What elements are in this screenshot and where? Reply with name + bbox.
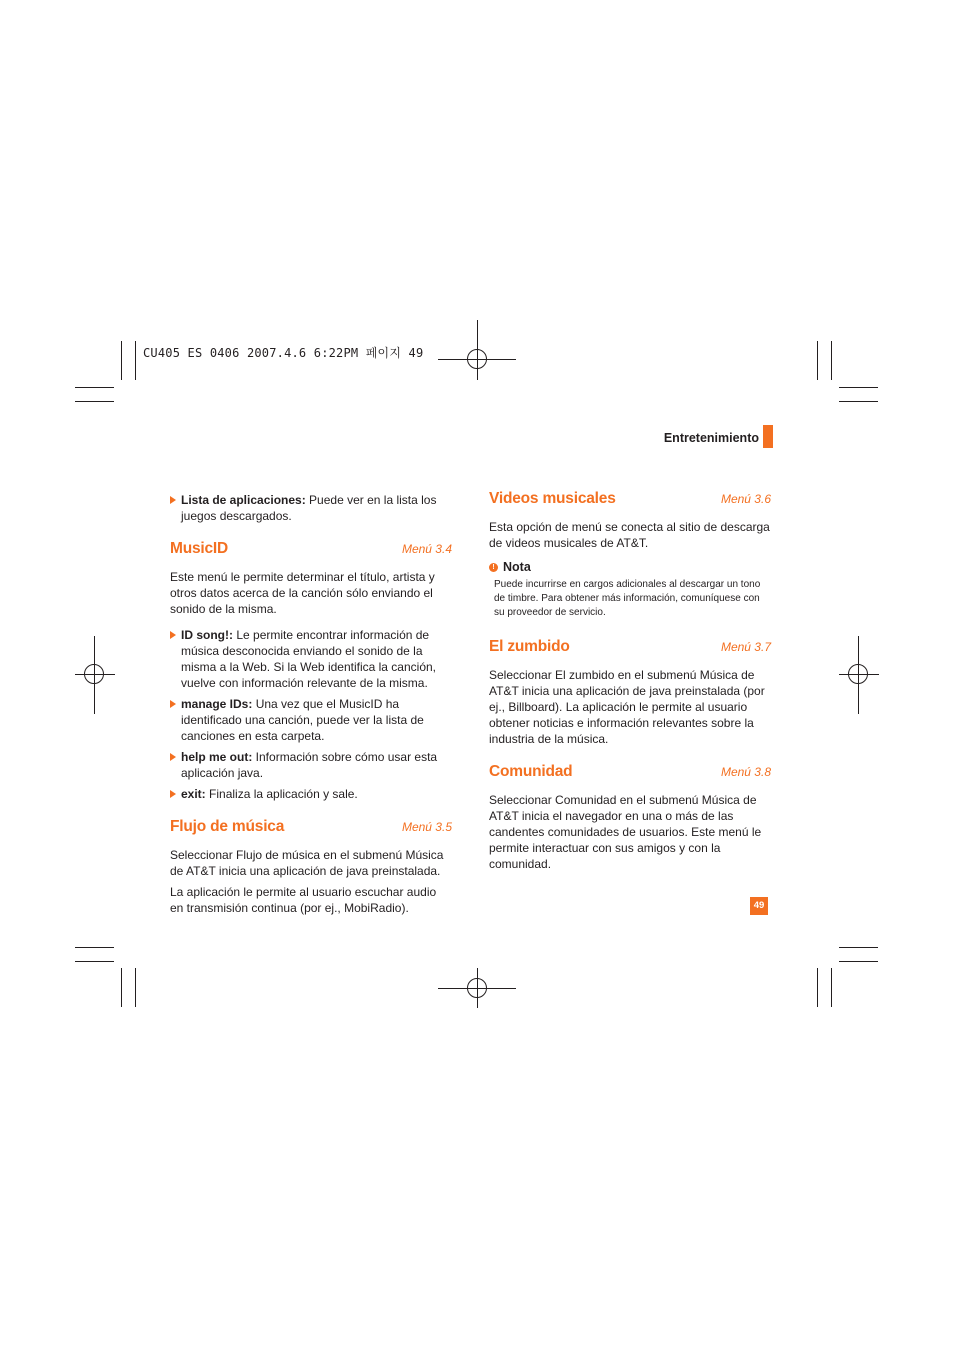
- bullet-term: exit:: [181, 787, 206, 801]
- arrow-bullet-icon: [170, 790, 176, 798]
- bullet-text: Finaliza la aplicación y sale.: [205, 787, 358, 801]
- note-title: Nota: [503, 560, 531, 574]
- menu-reference: Menú 3.8: [720, 765, 771, 779]
- section-title: Comunidad: [489, 763, 573, 780]
- section-label: Entretenimiento: [663, 431, 759, 445]
- menu-reference: Menú 3.7: [720, 640, 771, 654]
- bullet-text: Puede ver en la lista los juegos descargados.: [181, 493, 437, 523]
- arrow-bullet-icon: [170, 700, 176, 708]
- comunidad-heading: [489, 764, 771, 780]
- registration-mark: [839, 636, 879, 714]
- crop-mark: [75, 961, 114, 962]
- paragraph: Este menú le permite determinar el título, artista y otros datos acerca de la canción sólo enviando el sonido de la misma.: [170, 570, 435, 616]
- list-item: [170, 786, 452, 802]
- paragraph: Seleccionar Comunidad en el submenú Música de AT&T inicia el navegador en una o más de las candentes comunidades de usuarios. Este menú le permite interactuar con sus amigos y con la comunidad.: [489, 793, 762, 871]
- section-title: Flujo de música: [170, 818, 285, 835]
- crop-mark: [121, 341, 122, 380]
- note-text: Puede incurrirse en cargos adicionales al descargar un tono de timbre. Para obtener más información, comuníquese con su proveedor de servicio.: [494, 579, 761, 618]
- left-column: [170, 492, 452, 921]
- registration-mark: [438, 320, 516, 380]
- list-item: [170, 492, 452, 524]
- print-header: CU405 ES 0406 2007.4.6 6:22PM 페이지 49: [143, 346, 424, 360]
- paragraph: La aplicación le permite al usuario escuchar audio en transmisión continua (por ej., MobiRadio).: [170, 885, 437, 915]
- section-title: MusicID: [170, 540, 229, 557]
- list-item: [170, 696, 452, 744]
- musicid-heading: [170, 541, 452, 557]
- bullet-term: ID song!:: [181, 628, 233, 642]
- crop-mark: [839, 947, 878, 948]
- crop-mark: [817, 968, 818, 1007]
- crop-mark: [135, 968, 136, 1007]
- bullet-text: Le permite encontrar información de música desconocida enviando el sonido de la misma a la Web. Si la Web identifica la canción, vuelve con información relevante de la misma.: [181, 628, 437, 690]
- menu-reference: Menú 3.6: [720, 492, 771, 506]
- crop-mark: [839, 387, 878, 388]
- section-tab: [763, 425, 773, 448]
- menu-reference: Menú 3.4: [401, 542, 452, 556]
- paragraph: Seleccionar El zumbido en el submenú Música de AT&T inicia una aplicación de java preinstalada (por ej., Billboard). La aplicación le permite al usuario obtener noticias e información relevantes sobre la industria de la música.: [489, 668, 765, 746]
- arrow-bullet-icon: [170, 496, 176, 504]
- crop-mark: [831, 968, 832, 1007]
- crop-mark: [831, 341, 832, 380]
- crop-mark: [817, 341, 818, 380]
- registration-mark: [438, 968, 516, 1008]
- bullet-term: Lista de aplicaciones:: [181, 493, 306, 507]
- crop-mark: [839, 961, 878, 962]
- bullet-text: Una vez que el MusicID ha identificado una canción, puede ver la lista de canciones en esta carpeta.: [181, 697, 424, 743]
- paragraph: Seleccionar Flujo de música en el submenú Música de AT&T inicia una aplicación de java preinstalada.: [170, 848, 444, 878]
- section-title: El zumbido: [489, 638, 570, 655]
- crop-mark: [75, 387, 114, 388]
- arrow-bullet-icon: [170, 753, 176, 761]
- right-column: [489, 491, 771, 877]
- bullet-term: manage IDs:: [181, 697, 253, 711]
- arrow-bullet-icon: [170, 631, 176, 639]
- bullet-term: help me out:: [181, 750, 253, 764]
- list-item: [170, 627, 452, 691]
- paragraph: Esta opción de menú se conecta al sitio de descarga de videos musicales de AT&T.: [489, 520, 770, 550]
- flujo-heading: [170, 819, 452, 835]
- registration-mark: [75, 636, 115, 714]
- list-item: [170, 749, 452, 781]
- crop-mark: [839, 401, 878, 402]
- warning-icon: !: [489, 563, 498, 572]
- menu-reference: Menú 3.5: [401, 820, 452, 834]
- note-heading: [489, 559, 771, 575]
- crop-mark: [75, 401, 114, 402]
- bullet-text: Información sobre cómo usar esta aplicación java.: [181, 750, 438, 780]
- videos-heading: [489, 491, 771, 507]
- zumbido-heading: [489, 639, 771, 655]
- crop-mark: [121, 968, 122, 1007]
- page-number: 49: [750, 897, 768, 915]
- section-title: Videos musicales: [489, 490, 616, 507]
- crop-mark: [75, 947, 114, 948]
- crop-mark: [135, 341, 136, 380]
